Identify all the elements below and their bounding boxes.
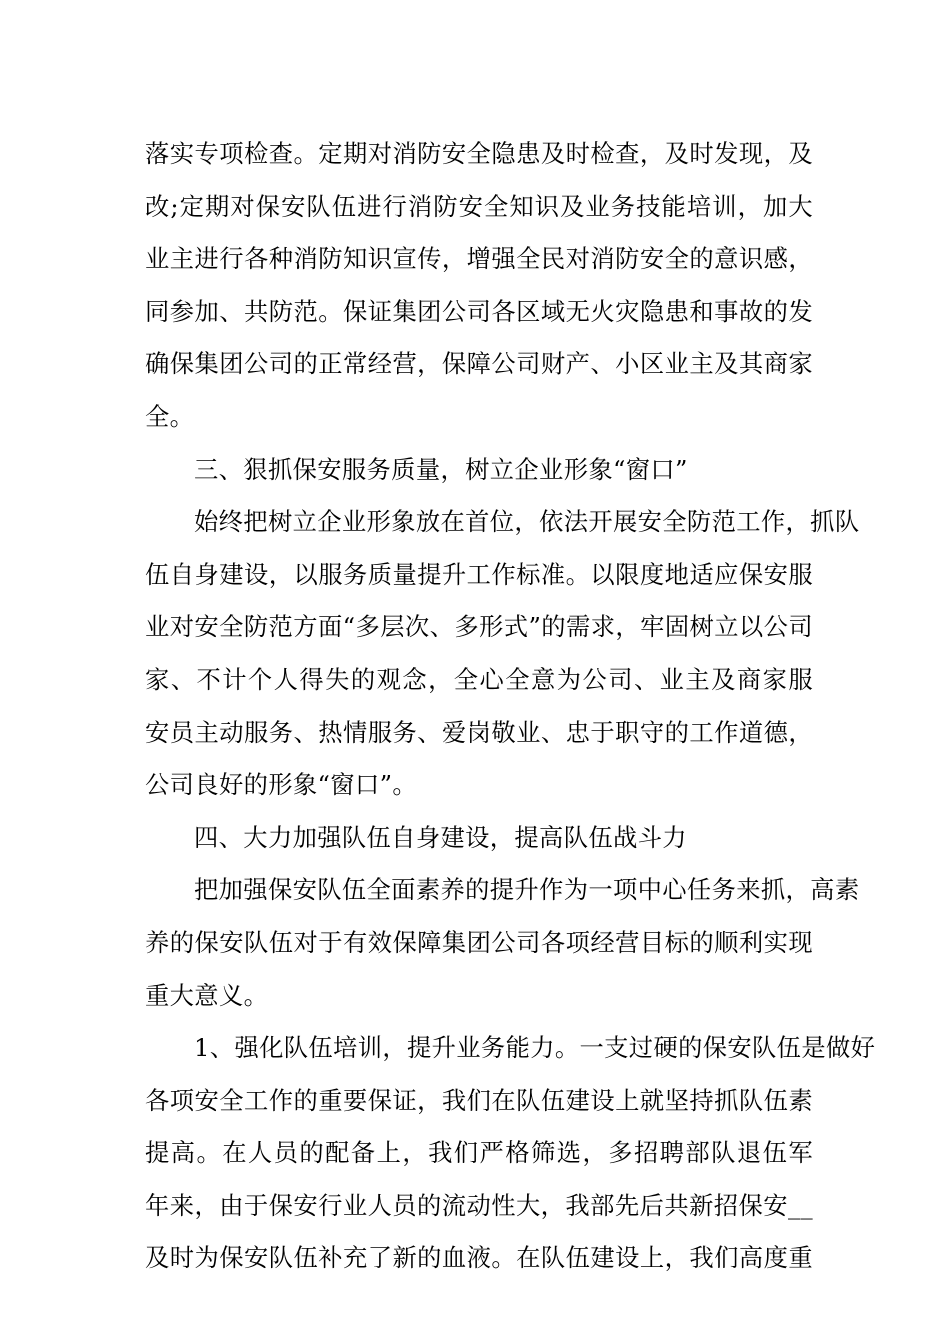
paragraph-line: 业对安全防范方面“多层次、多形式”的需求，牢固树立以公司 <box>145 612 813 642</box>
paragraph-line: 公司良好的形象“窗口”。 <box>145 770 418 800</box>
section-heading: 三、狠抓保安服务质量，树立企业形象“窗口” <box>194 454 688 484</box>
paragraph-line: 始终把树立企业形象放在首位，依法开展安全防范工作，抓队 <box>194 507 860 537</box>
paragraph-line: 提高。在人员的配备上，我们严格筛选，多招聘部队退伍军 <box>145 1138 813 1168</box>
paragraph-line: 全。 <box>145 401 195 431</box>
paragraph-line: 养的保安队伍对于有效保障集团公司各项经营目标的顺利实现 <box>145 927 813 957</box>
paragraph-line: 家、不计个人得失的观念，全心全意为公司、业主及商家服 <box>145 664 813 694</box>
paragraph-line: 落实专项检查。定期对消防安全隐患及时检查，及时发现，及 <box>145 139 813 168</box>
paragraph-line: 及时为保安队伍补充了新的血液。在队伍建设上，我们高度重 <box>145 1243 813 1273</box>
document-body <box>145 128 876 1285</box>
paragraph-line: 业主进行各种消防知识宣传，增强全民对消防安全的意识感， <box>145 244 813 274</box>
paragraph-line: 同参加、共防范。保证集团公司各区域无火灾隐患和事故的发 <box>145 296 813 326</box>
paragraph-line: 年来，由于保安行业人员的流动性大，我部先后共新招保安__ <box>145 1190 813 1220</box>
section-heading: 四、大力加强队伍自身建设，提高队伍战斗力 <box>194 822 687 852</box>
paragraph-line: 把加强保安队伍全面素养的提升作为一项中心任务来抓，高素 <box>194 875 860 905</box>
paragraph-line: 各项安全工作的重要保证，我们在队伍建设上就坚持抓队伍素 <box>145 1085 813 1115</box>
paragraph-line: 伍自身建设，以服务质量提升工作标准。以限度地适应保安服 <box>145 559 813 589</box>
paragraph-line: 改;定期对保安队伍进行消防安全知识及业务技能培训，加大 <box>145 191 813 221</box>
paragraph-line: 确保集团公司的正常经营，保障公司财产、小区业主及其商家 <box>145 349 813 379</box>
paragraph-line: 重大意义。 <box>145 980 269 1010</box>
paragraph-line: 1、强化队伍培训，提升业务能力。一支过硬的保安队伍是做好 <box>194 1033 876 1063</box>
paragraph-line: 安员主动服务、热情服务、爱岗敬业、忠于职守的工作道德， <box>145 717 813 747</box>
